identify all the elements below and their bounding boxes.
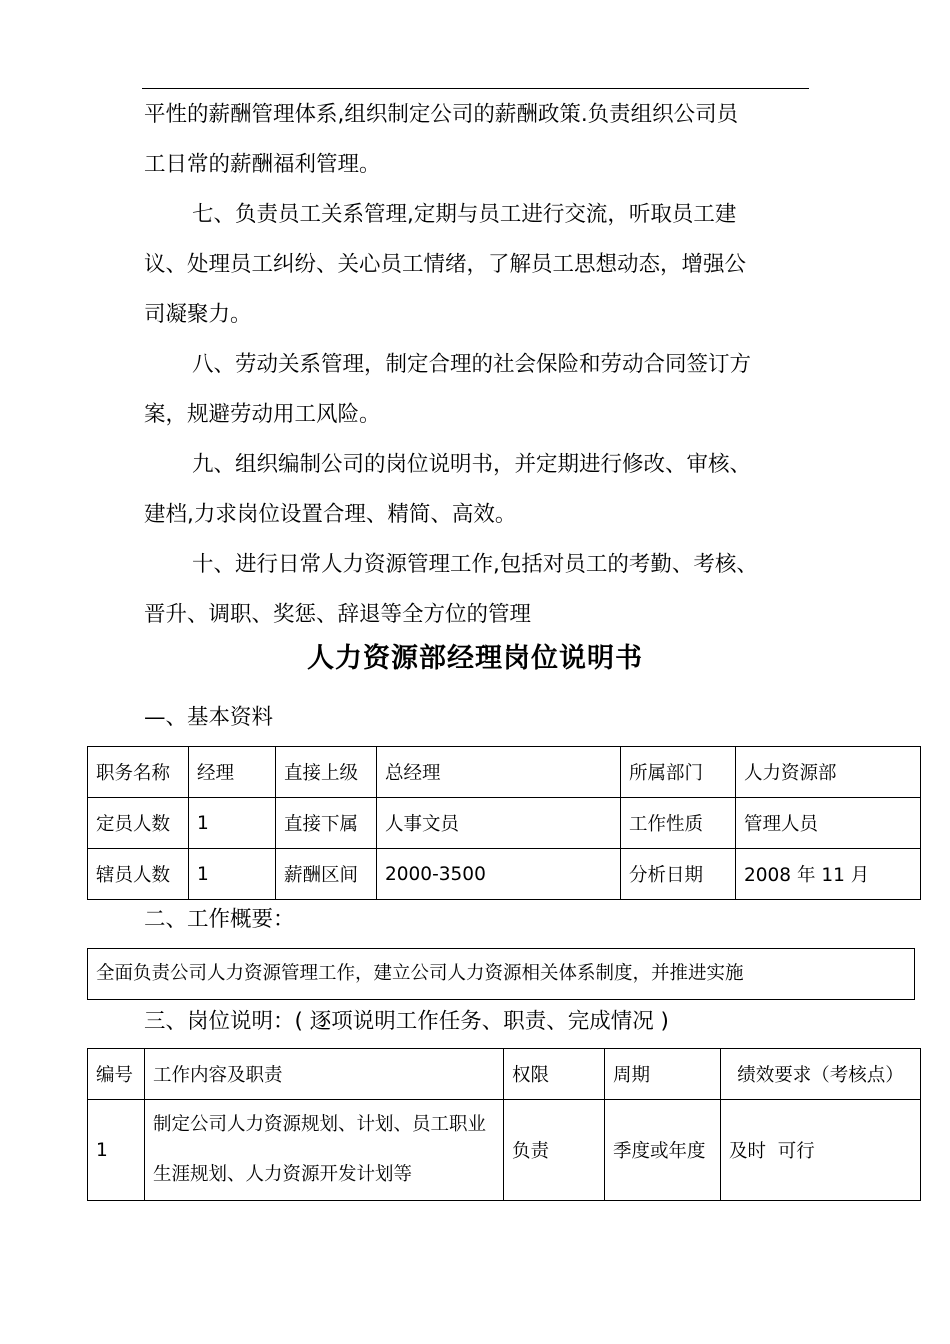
table-cell: 1 bbox=[189, 798, 276, 849]
table-cell: 总经理 bbox=[377, 747, 621, 798]
item-seven bbox=[144, 190, 824, 340]
paragraph-line: 案，规避劳动用工风险。 bbox=[144, 402, 381, 427]
work-summary-box: 全面负责公司人力资源管理工作，建立公司人力资源相关体系制度，并推进实施 bbox=[87, 948, 915, 1000]
item-nine bbox=[144, 440, 824, 540]
item-eight bbox=[144, 340, 824, 440]
table-row bbox=[88, 747, 921, 798]
table-cell: 所属部门 bbox=[621, 747, 736, 798]
paragraph-line: 九、组织编制公司的岗位说明书，并定期进行修改、审核、 bbox=[192, 452, 752, 477]
paragraph-line: 司凝聚力。 bbox=[144, 302, 252, 327]
table-cell: 人事文员 bbox=[377, 798, 621, 849]
table-cell: 管理人员 bbox=[736, 798, 921, 849]
header-rule bbox=[142, 88, 809, 89]
paragraph-line: 晋升、调职、奖惩、辞退等全方位的管理 bbox=[144, 602, 532, 627]
table-cell: 经理 bbox=[189, 747, 276, 798]
duty-line: 制定公司人力资源规划、计划、员工职业 bbox=[153, 1114, 487, 1135]
table-cell: 薪酬区间 bbox=[276, 849, 377, 900]
table-row bbox=[88, 1100, 921, 1201]
header-cell-authority: 权限 bbox=[504, 1049, 605, 1100]
section-heading-duties: 三、岗位说明：( 逐项说明工作任务、职责、完成情况 ) bbox=[144, 1009, 669, 1034]
table-cell: 2008 年 11 月 bbox=[736, 849, 921, 900]
table-cell: 定员人数 bbox=[88, 798, 189, 849]
table-header-row bbox=[88, 1049, 921, 1100]
cell-performance: 及时 可行 bbox=[721, 1100, 921, 1201]
paragraph-line: 议、处理员工纠纷、关心员工情绪，了解员工思想动态，增强公 bbox=[144, 252, 747, 277]
table-cell: 直接下属 bbox=[276, 798, 377, 849]
table-row bbox=[88, 798, 921, 849]
basic-info-table bbox=[87, 746, 921, 900]
table-cell: 直接上级 bbox=[276, 747, 377, 798]
table-cell: 分析日期 bbox=[621, 849, 736, 900]
cell-authority: 负责 bbox=[504, 1100, 605, 1201]
cell-duties bbox=[145, 1100, 504, 1201]
table-cell: 工作性质 bbox=[621, 798, 736, 849]
table-cell: 人力资源部 bbox=[736, 747, 921, 798]
header-cell-number: 编号 bbox=[88, 1049, 145, 1100]
table-cell: 辖员人数 bbox=[88, 849, 189, 900]
paragraph-line: 十、进行日常人力资源管理工作,包括对员工的考勤、考核、 bbox=[192, 552, 758, 577]
cell-number: 1 bbox=[88, 1100, 145, 1201]
header-cell-performance: 绩效要求（考核点） bbox=[721, 1049, 921, 1100]
paragraph-line: 七、负责员工关系管理,定期与员工进行交流，听取员工建 bbox=[192, 202, 737, 227]
document-title: 人力资源部经理岗位说明书 bbox=[307, 643, 643, 674]
section-heading-overview: 二、工作概要： bbox=[144, 907, 295, 932]
table-row bbox=[88, 849, 921, 900]
duty-line: 生涯规划、人力资源开发计划等 bbox=[153, 1164, 413, 1185]
table-cell: 职务名称 bbox=[88, 747, 189, 798]
table-cell: 1 bbox=[189, 849, 276, 900]
paragraph-line: 八、劳动关系管理，制定合理的社会保险和劳动合同签订方 bbox=[192, 352, 752, 377]
paragraph-line: 工日常的薪酬福利管理。 bbox=[144, 152, 381, 177]
paragraph-line: 平性的薪酬管理体系,组织制定公司的薪酬政策.负责组织公司员 bbox=[144, 102, 739, 127]
header-cell-cycle: 周期 bbox=[605, 1049, 721, 1100]
continuation-paragraph bbox=[144, 90, 824, 190]
item-ten bbox=[144, 540, 824, 640]
section-heading-basic-info: —、基本资料 bbox=[144, 705, 274, 730]
cell-cycle: 季度或年度 bbox=[605, 1100, 721, 1201]
table-cell: 2000-3500 bbox=[377, 849, 621, 900]
duties-table bbox=[87, 1048, 921, 1201]
header-cell-duties: 工作内容及职责 bbox=[145, 1049, 504, 1100]
paragraph-line: 建档,力求岗位设置合理、精简、高效。 bbox=[144, 502, 517, 527]
